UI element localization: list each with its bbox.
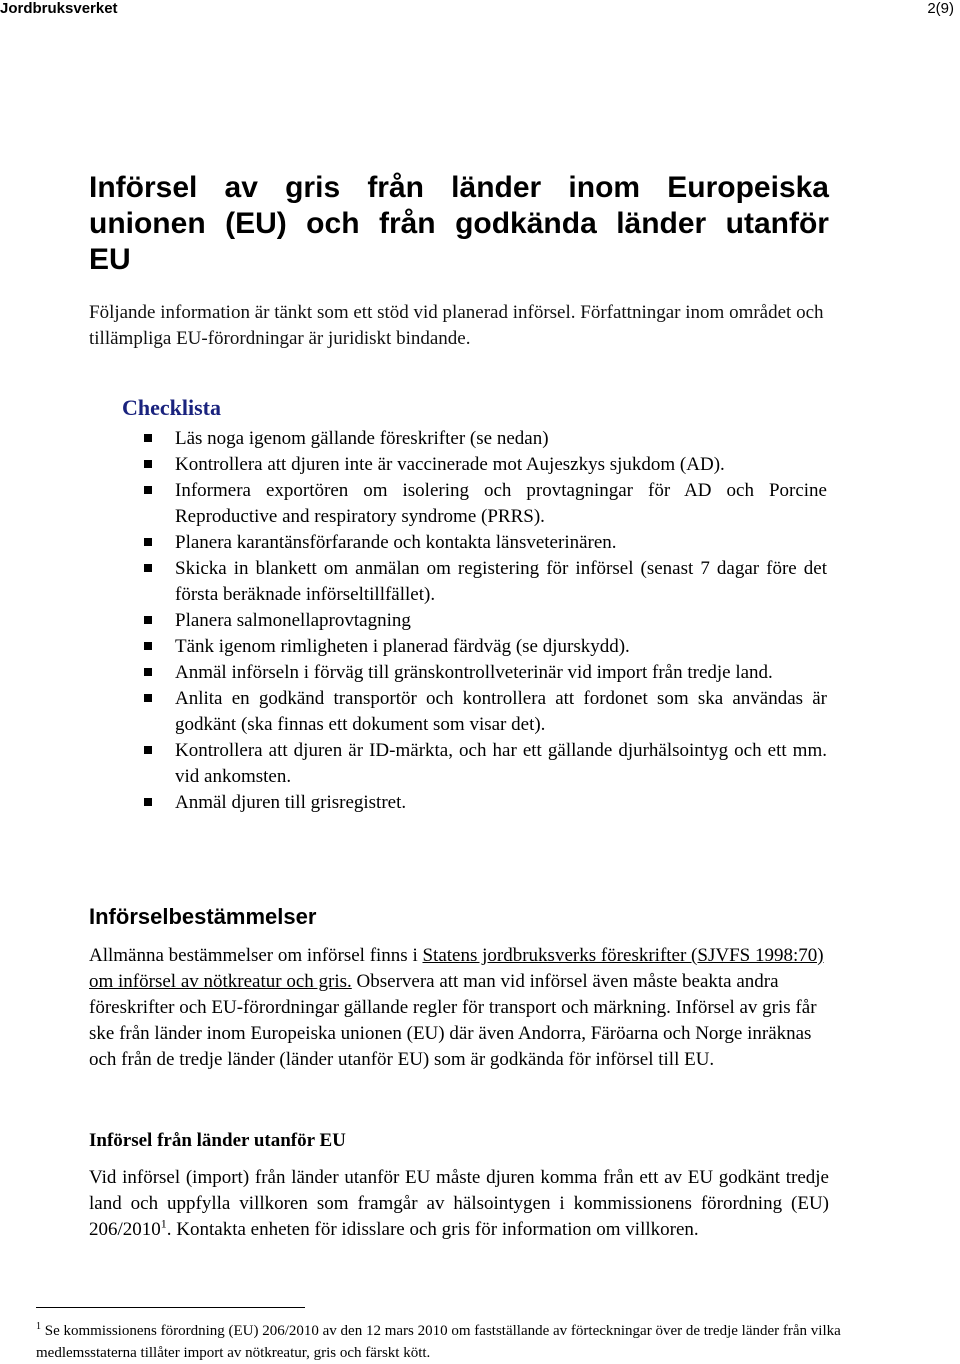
footnote-divider bbox=[36, 1307, 305, 1308]
checklist-item: Kontrollera att djuren är ID-märkta, och har ett gällande djurhälsointyg och ett mm. vid ankomsten. bbox=[88, 738, 827, 790]
page-number: 2(9) bbox=[927, 0, 954, 17]
organization-name: Jordbruksverket bbox=[0, 0, 118, 17]
square-bullet-icon bbox=[144, 798, 152, 806]
page-header bbox=[0, 0, 960, 20]
document-title bbox=[89, 170, 829, 278]
regulations-paragraph: Allmänna bestämmelser om införsel finns i Statens jordbruksverks föreskrifter (SJVFS 1998:70) om införsel av nötkreatur och gris. Observera att man vid införsel även måste beakta andra föreskrifter och EU-förordningar gällande regler för transport och märkning. Införsel av gris får ske från länder inom Europeiska unionen (EU) där även Andorra, Färöarna och Norge inräknas och från de tredje länder (länder utanför EU) som är godkända för införsel till EU. bbox=[89, 945, 824, 1070]
footnote-marker: 1 bbox=[36, 1321, 41, 1332]
square-bullet-icon bbox=[144, 668, 152, 676]
checklist-item: Planera karantänsförfarande och kontakta länsveterinären. bbox=[88, 530, 827, 556]
square-bullet-icon bbox=[144, 694, 152, 702]
checklist-item: Anlita en godkänd transportör och kontrollera att fordonet som ska användas är godkänt (ska finnas ett dokument som visar det). bbox=[88, 686, 827, 738]
intro-paragraph: Följande information är tänkt som ett stöd vid planerad införsel. Författningar inom området och tillämpliga EU-förordningar är juridiskt bindande. bbox=[89, 302, 824, 349]
square-bullet-icon bbox=[144, 616, 152, 624]
checklist bbox=[122, 394, 827, 816]
title-last: EU bbox=[89, 243, 131, 276]
regulations-link[interactable]: Statens jordbruksverks föreskrifter (SJVFS 1998:70) om införsel av nötkreatur och gris. bbox=[89, 945, 824, 992]
square-bullet-icon bbox=[144, 746, 152, 754]
checklist-item: Anmäl djuren till grisregistret. bbox=[88, 790, 827, 816]
square-bullet-icon bbox=[144, 434, 152, 442]
square-bullet-icon bbox=[144, 564, 152, 572]
square-bullet-icon bbox=[144, 642, 152, 650]
checklist-item: Tänk igenom rimligheten i planerad färdväg (se djurskydd). bbox=[88, 634, 827, 660]
checklist-item: Anmäl införseln i förväg till gränskontrollveterinär vid import från tredje land. bbox=[88, 660, 827, 686]
checklist-item: Kontrollera att djuren inte är vaccinerade mot Aujeszkys sjukdom (AD). bbox=[88, 452, 827, 478]
checklist-item: Planera salmonellaprovtagning bbox=[88, 608, 827, 634]
square-bullet-icon bbox=[144, 486, 152, 494]
footnote: $^1$ Se kommissionens förordning (EU) 206/2010 av den 12 mars 2010 om fastställande av förteckningar över de tredje länder från vilka medlemsstaterna tillåter import av nötkreatur, gris och färskt kött. bbox=[36, 1321, 841, 1361]
footnote-reference[interactable]: 1 bbox=[160, 1216, 167, 1231]
checklist-item: Skicka in blankett om anmälan om registering för införsel (senast 7 dagar före det första beräknade införseltillfället). bbox=[88, 556, 827, 608]
checklist-item: Informera exportören om isolering och provtagningar för AD och Porcine Reproductive and respiratory syndrome (PRRS). bbox=[88, 478, 827, 530]
square-bullet-icon bbox=[144, 460, 152, 468]
title-main: Införsel av gris från länder inom Europeiska unionen (EU) och från godkända länder utanför bbox=[89, 171, 829, 240]
checklist-heading: Checklista bbox=[122, 395, 221, 420]
subsection-heading: Införsel från länder utanför EU bbox=[89, 1130, 346, 1151]
third-country-paragraph: Vid införsel (import) från länder utanför EU måste djuren komma från ett av EU godkänt tredje land och uppfylla villkoren som framgår av hälsointygen i kommissionens förordning (EU) 206/2010$^1$. Kontakta enheten för idisslare och gris för information om villkoren. bbox=[89, 1167, 829, 1240]
square-bullet-icon bbox=[144, 538, 152, 546]
checklist-list bbox=[122, 426, 827, 816]
section-heading: Införselbestämmelser bbox=[89, 904, 317, 929]
checklist-item: Läs noga igenom gällande föreskrifter (se nedan) bbox=[88, 426, 827, 452]
